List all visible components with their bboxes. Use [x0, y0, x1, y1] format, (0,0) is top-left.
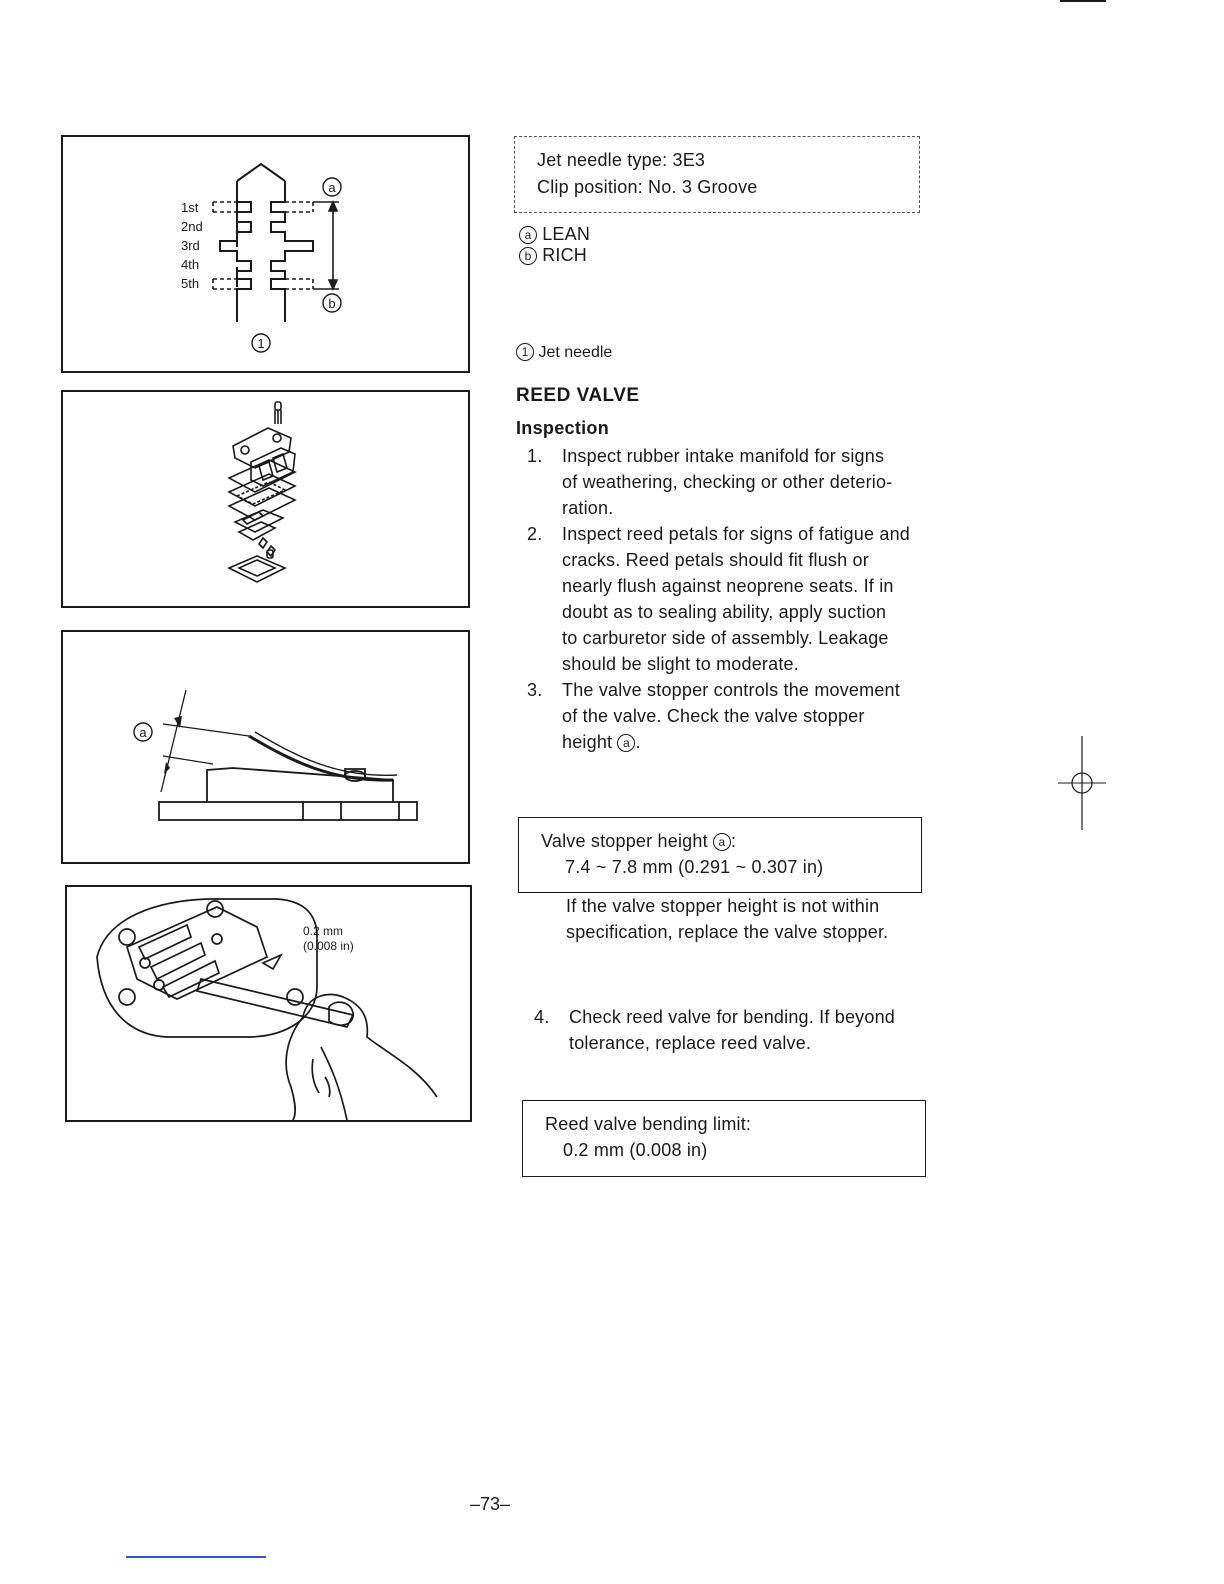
- groove-label-5th: 5th: [181, 276, 200, 291]
- page-number: –73–: [470, 1494, 511, 1514]
- step-3-height-mark: a: [617, 734, 635, 752]
- groove-label-4th: 4th: [181, 257, 200, 272]
- bending-limit-label: Reed valve bending limit:: [545, 1114, 752, 1134]
- valve-stopper-spec-label: [541, 828, 736, 854]
- step-2-line-6: should be slight to moderate.: [562, 654, 799, 674]
- groove-label-2nd: 2nd: [181, 219, 203, 234]
- stopper-label-a: a: [139, 725, 147, 740]
- clip-position: Clip position: No. 3 Groove: [537, 177, 758, 197]
- stopper-note-line-2: specification, replace the valve stopper.: [566, 922, 889, 942]
- step-4-line-2: tolerance, replace reed valve.: [569, 1033, 812, 1053]
- legend-jet-needle: [516, 342, 612, 364]
- bending-limit-spec-box: [522, 1100, 926, 1177]
- valve-stopper-figure: [61, 630, 470, 864]
- needle-label-a: a: [328, 180, 336, 195]
- legend-rich-text: RICH: [542, 245, 588, 265]
- reed-valve-exploded-figure: [61, 390, 470, 608]
- reed-bending-drawing: [67, 887, 470, 1120]
- step-2-line-5: to carburetor side of assembly. Leakage: [562, 628, 889, 648]
- bending-limit-value: 0.2 mm (0.008 in): [563, 1140, 708, 1160]
- bottom-edge-line: [126, 1556, 266, 1558]
- jet-needle-type: Jet needle type: 3E3: [537, 150, 706, 170]
- reed-bending-figure: [65, 885, 472, 1122]
- jet-needle-spec-box: [514, 136, 920, 213]
- legend-rich: [519, 242, 587, 268]
- step-1-line-1: Inspect rubber intake manifold for signs: [562, 446, 885, 466]
- legend-lean-mark: a: [519, 226, 537, 244]
- section-title: REED VALVE: [516, 385, 640, 406]
- valve-stopper-spec-value: 7.4 ~ 7.8 mm (0.291 ~ 0.307 in): [565, 857, 824, 877]
- legend-jet-needle-mark: 1: [516, 343, 534, 361]
- step-2-line-2: cracks. Reed petals should fit flush or: [562, 550, 869, 570]
- step-2-line-1: Inspect reed petals for signs of fatigue and: [562, 524, 911, 544]
- valve-stopper-spec-box: [518, 817, 922, 893]
- step-2-line-4: doubt as to sealing ability, apply suction: [562, 602, 887, 622]
- registration-mark: [1058, 736, 1108, 832]
- step-1-number: 1.: [527, 446, 543, 466]
- needle-label-b: b: [328, 296, 336, 311]
- legend-lean-text: LEAN: [542, 224, 591, 244]
- step-4-number: 4.: [534, 1007, 550, 1027]
- step-3-line-2: of the valve. Check the valve stopper: [562, 706, 865, 726]
- groove-label-1st: 1st: [181, 200, 199, 215]
- step-2-number: 2.: [527, 524, 543, 544]
- step-3-height-word: height: [562, 732, 613, 752]
- jet-needle-drawing: [63, 137, 468, 371]
- step-1-line-3: ration.: [562, 498, 614, 518]
- step-1-line-2: of weathering, checking or other deterio-: [562, 472, 893, 492]
- valve-stopper-spec-colon: :: [730, 831, 737, 851]
- section-subtitle: Inspection: [516, 418, 610, 438]
- jet-needle-figure: [61, 135, 470, 373]
- step-3-period: .: [635, 732, 641, 752]
- step-3-number: 3.: [527, 680, 543, 700]
- top-edge-mark: [1060, 0, 1106, 2]
- needle-label-1: 1: [257, 336, 265, 351]
- stopper-note-line-1: If the valve stopper height is not within: [566, 896, 880, 916]
- reed-valve-exploded-drawing: [63, 392, 468, 606]
- legend-jet-needle-text: Jet needle: [538, 344, 613, 361]
- valve-stopper-drawing: [63, 632, 468, 862]
- groove-label-3rd: 3rd: [181, 238, 200, 253]
- step-3-line-1: The valve stopper controls the movement: [562, 680, 900, 700]
- valve-stopper-spec-mark: a: [713, 833, 731, 851]
- step-4-line-1: Check reed valve for bending. If beyond: [569, 1007, 895, 1027]
- bending-measure-in: (0.008 in): [303, 939, 354, 953]
- bending-measure-mm: 0.2 mm: [303, 924, 344, 938]
- step-3-line-3: [562, 729, 641, 755]
- legend-rich-mark: b: [519, 247, 537, 265]
- step-2-line-3: nearly flush against neoprene seats. If in: [562, 576, 894, 596]
- valve-stopper-spec-text: Valve stopper height: [541, 831, 708, 851]
